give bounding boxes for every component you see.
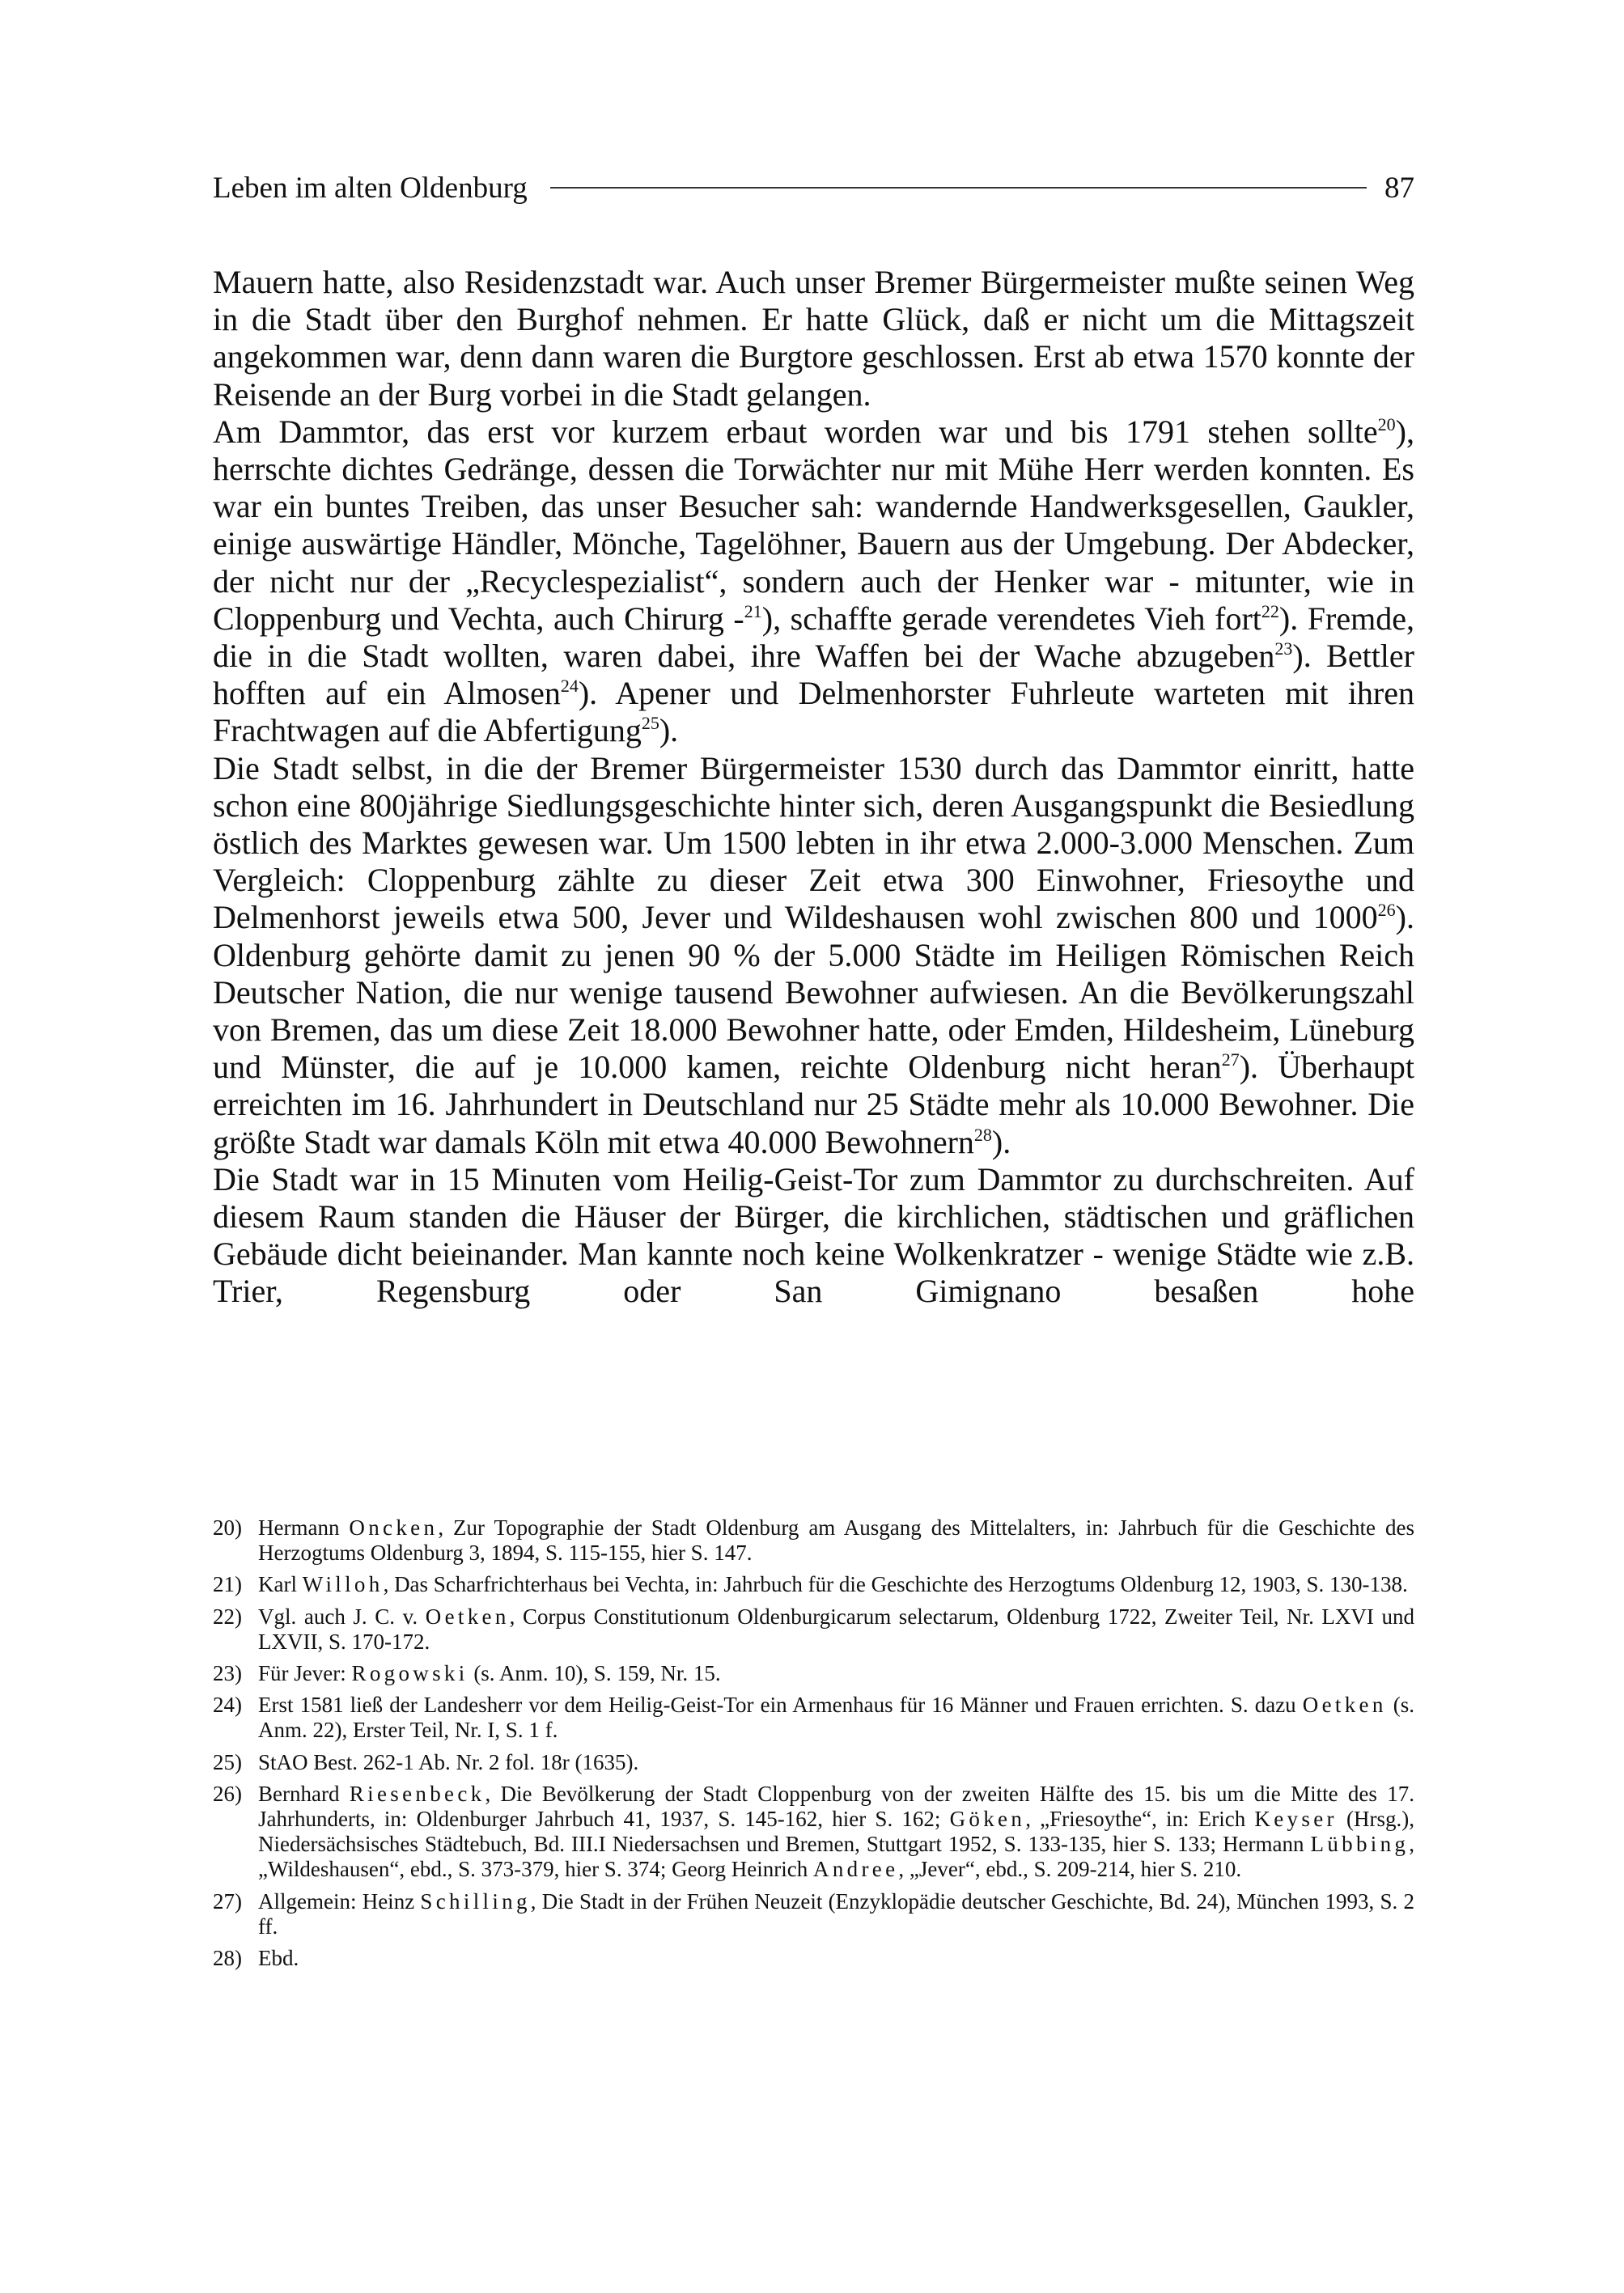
footnote	[213, 1889, 1414, 1939]
footnote	[213, 1782, 1414, 1883]
footnote-text: Ebd.	[258, 1946, 299, 1971]
footnote-text: StAO Best. 262-1 Ab. Nr. 2 fol. 18r (1635).	[258, 1749, 639, 1774]
body-text	[213, 264, 1414, 1311]
footnote	[213, 1750, 1414, 1775]
paragraph: Am Dammtor, das erst vor kurzem erbaut worden war und bis 1791 stehen sollte$^{20}$), herrschte dichtes Gedränge, dessen die Torwächter nur mit Mühe Herr werden konnten. Es war ein buntes Treiben, das unser Besucher sah: wandernde Handwerksgesellen, Gaukler, einige auswärtige Händler, Mönche, Tagelöhner, Bauern aus der Umgebung. Der Abdecker, der nicht nur der „Recyclespezialist“, sondern auch der Henker war - mitunter, wie in Cloppenburg und Vechta, auch Chirurg -$^{21}$), schaffte gerade verendetes Vieh fort$^{22}$). Fremde, die in die Stadt wollten, waren dabei, ihre Waffen bei der Wache abzugeben$^{23}$). Bettler hofften auf ein Almosen$^{24}$). Apener und Delmenhorster Fuhrleute warteten mit ihren Frachtwagen auf die Abfertigung$^{25}$).	[213, 413, 1415, 749]
paragraph: Die Stadt war in 15 Minuten vom Heilig-Geist-Tor zum Dammtor zu durchschreiten. Auf diesem Raum standen die Häuser der Bürger, die kirchlichen, städtischen und gräflichen Gebäude dicht beieinander. Man kannte noch keine Wolkenkratzer - wenige Städte wie z.B. Trier, Regensburg oder San Gimignano besaßen hohe	[213, 1160, 1414, 1310]
footnote	[213, 1946, 1414, 1971]
footnote-number: 27)	[213, 1888, 242, 1914]
footnote-text: Bernhard Riesenbeck, Die Bevölkerung der Stadt Cloppenburg von der zweiten Hälfte des 15. bis um die Mitte des 17. Jahrhunderts, in: Oldenburger Jahrbuch 41, 1937, S. 145-162, hier S. 162; Göken, „Friesoythe“, in: Erich Keyser (Hrsg.), Niedersächsisches Städtebuch, Bd. III.I Niedersachsen und Bremen, Stuttgart 1952, S. 133-135, hier S. 133; Hermann Lübbing, „Wildeshausen“, ebd., S. 373-379, hier S. 374; Georg Heinrich Andree, „Jever“, ebd., S. 209-214, hier S. 210.	[258, 1781, 1414, 1882]
footnote-number: 22)	[213, 1604, 242, 1629]
footnote-text: Hermann Oncken, Zur Topographie der Stadt Oldenburg am Ausgang des Mittelalters, in: Jahrbuch für die Geschichte des Herzogtums Oldenburg 3, 1894, S. 115-155, hier S. 147.	[258, 1515, 1414, 1566]
footnote-number: 23)	[213, 1661, 242, 1686]
running-head	[213, 167, 1414, 209]
footnote-number: 24)	[213, 1693, 242, 1718]
footnote-text: Karl Willoh, Das Scharfrichterhaus bei Vechta, in: Jahrbuch für die Geschichte des Herzogtums Oldenburg 12, 1903, S. 130-138.	[258, 1572, 1408, 1597]
running-head-title: Leben im alten Oldenburg	[213, 171, 528, 205]
footnotes	[213, 1515, 1414, 1977]
footnote-text: Für Jever: Rogowski (s. Anm. 10), S. 159, Nr. 15.	[258, 1661, 721, 1686]
footnote	[213, 1572, 1414, 1597]
footnote-text: Erst 1581 ließ der Landesherr vor dem Heilig-Geist-Tor ein Armenhaus für 16 Männer und Frauen errichten. S. dazu Oetken (s. Anm. 22), Erster Teil, Nr. I, S. 1 f.	[258, 1693, 1415, 1743]
footnote-number: 26)	[213, 1781, 242, 1806]
footnote	[213, 1604, 1414, 1655]
footnote-text: Allgemein: Heinz Schilling, Die Stadt in der Frühen Neuzeit (Enzyklopädie deutscher Geschichte, Bd. 24), München 1993, S. 2 ff.	[258, 1888, 1414, 1939]
footnote-number: 25)	[213, 1749, 242, 1774]
page-number: 87	[1384, 171, 1414, 205]
footnote	[213, 1661, 1414, 1686]
running-head-rule	[550, 187, 1367, 189]
footnote	[213, 1693, 1414, 1743]
footnote-number: 20)	[213, 1515, 242, 1540]
footnote-text: Vgl. auch J. C. v. Oetken, Corpus Constitutionum Oldenburgicarum selectarum, Oldenburg 1722, Zweiter Teil, Nr. LXVI und LXVII, S. 170-172.	[258, 1604, 1415, 1654]
footnote	[213, 1515, 1414, 1566]
paragraph: Mauern hatte, also Residenzstadt war. Auch unser Bremer Bürgermeister mußte seinen Weg in die Stadt über den Burghof nehmen. Er hatte Glück, daß er nicht um die Mittagszeit angekommen war, denn dann waren die Burgtore geschlossen. Erst ab etwa 1570 konnte der Reisende an der Burg vorbei in die Stadt gelangen.	[213, 264, 1414, 413]
paragraph: Die Stadt selbst, in die der Bremer Bürgermeister 1530 durch das Dammtor einritt, hatte schon eine 800jährige Siedlungsgeschichte hinter sich, deren Ausgangspunkt die Besiedlung östlich des Marktes gewesen war. Um 1500 lebten in ihr etwa 2.000-3.000 Menschen. Zum Vergleich: Cloppenburg zählte zu dieser Zeit etwa 300 Einwohner, Friesoythe und Delmenhorst jeweils etwa 500, Jever und Wildeshausen wohl zwischen 800 und 1000$^{26}$). Oldenburg gehörte damit zu jenen 90 % der 5.000 Städte im Heiligen Römischen Reich Deutscher Nation, die nur wenige tausend Bewohner aufwiesen. An die Bevölkerungszahl von Bremen, das um diese Zeit 18.000 Bewohner hatte, oder Emden, Hildesheim, Lüneburg und Münster, die auf je 10.000 kamen, reichte Oldenburg nicht heran$^{27}$). Überhaupt erreichten im 16. Jahrhundert in Deutschland nur 25 Städte mehr als 10.000 Bewohner. Die größte Stadt war damals Köln mit etwa 40.000 Bewohnern$^{28}$).	[213, 749, 1414, 1160]
footnote-number: 21)	[213, 1572, 242, 1597]
footnote-number: 28)	[213, 1946, 242, 1971]
